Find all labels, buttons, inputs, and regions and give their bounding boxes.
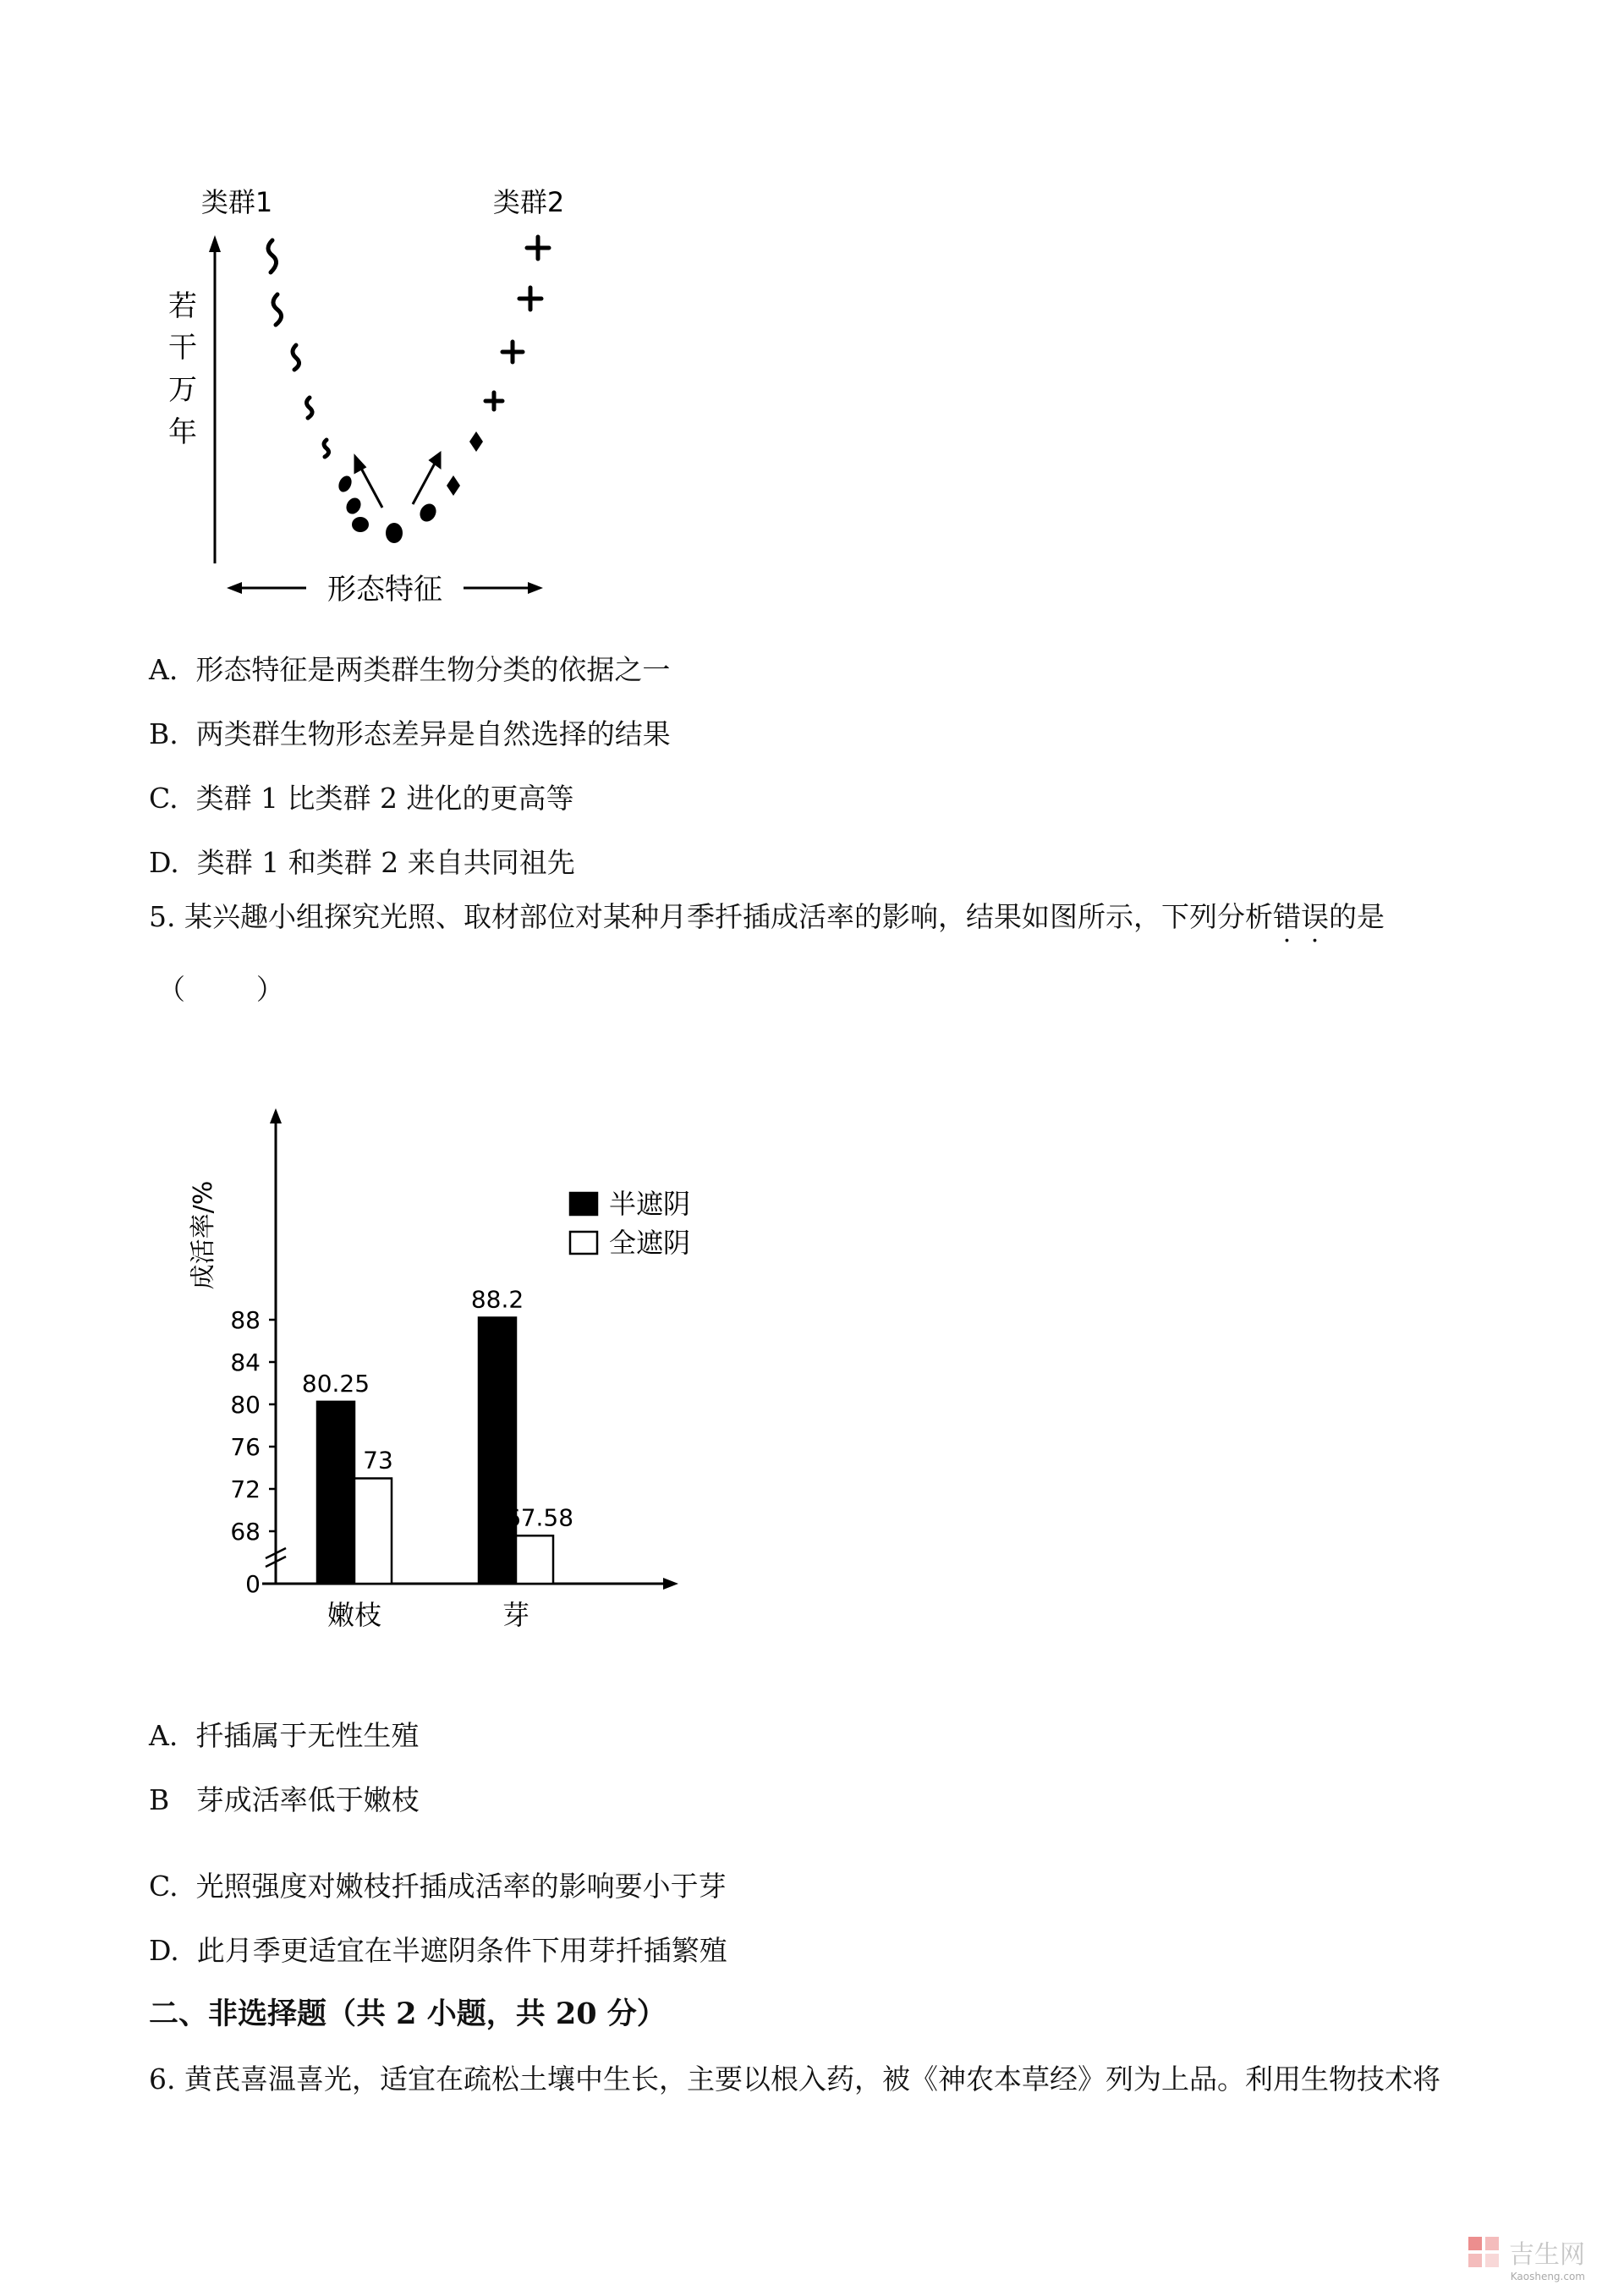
x-axis-label: 形态特征 — [327, 573, 442, 607]
option-letter: D. — [149, 1934, 179, 1967]
option-text: 光照强度对嫩枝扦插成活率的影响要小于芽 — [195, 1870, 727, 1903]
y-tick-label: 88 — [230, 1306, 261, 1334]
q4-option-b — [149, 716, 671, 753]
y-axis-char-3: 万 — [168, 373, 197, 407]
option-text: 两类群生物形态差异是自然选择的结果 — [195, 717, 671, 750]
category-label: 嫩枝 — [326, 1599, 382, 1631]
site-watermark — [1467, 2233, 1585, 2271]
group1-label: 类群1 — [200, 186, 273, 218]
option-letter: D. — [149, 846, 179, 879]
q5-stem-end: 的是 — [1328, 900, 1385, 933]
bar-value-label: 80.25 — [301, 1369, 370, 1398]
bar-half-shade-0 — [317, 1402, 354, 1584]
site-logo-icon — [1467, 2235, 1501, 2269]
bar-value-label: 88.2 — [470, 1285, 524, 1314]
y-tick-label: 0 — [245, 1570, 261, 1598]
bar-value-label: 73 — [363, 1446, 393, 1475]
option-text: 芽成活率低于嫩枝 — [195, 1783, 420, 1816]
evolution-diagram — [144, 169, 617, 609]
watermark-subtext: Kaosheng.com — [1510, 2271, 1585, 2282]
q5-option-d — [149, 1932, 727, 1969]
q6-stem: 6. 黄芪喜温喜光，适宜在疏松土壤中生长，主要以根入药，被《神农本草经》列为上品。利用生物技术将 — [149, 2063, 1440, 2096]
q4-option-d — [149, 844, 575, 882]
y-axis-arrowhead — [209, 235, 221, 252]
q5-stem-start: 5. 某兴趣小组探究光照、取材部位对某种月季扦插成活率的影响，结果如图所示，下列分析 — [149, 900, 1273, 933]
bar-half-shade-1 — [479, 1318, 516, 1585]
section-heading: 二、非选择题（共 2 小题，共 20 分） — [149, 1997, 667, 2031]
option-letter: A. — [149, 653, 178, 686]
legend-swatch — [570, 1193, 597, 1215]
y-axis-char-1: 若 — [168, 289, 197, 323]
bar-full-shade-1 — [516, 1535, 553, 1584]
option-text: 扦插属于无性生殖 — [195, 1719, 420, 1752]
y-axis-char-4: 年 — [168, 415, 197, 449]
option-text: 形态特征是两类群生物分类的依据之一 — [195, 653, 671, 686]
q4-option-c — [149, 780, 574, 817]
divergence-arrows — [355, 453, 440, 508]
option-letter: B — [149, 1783, 170, 1816]
bar-value-label: 67.58 — [505, 1503, 574, 1532]
y-tick-label: 72 — [230, 1475, 261, 1503]
y-axis-arrowhead — [270, 1108, 282, 1123]
option-text: 类群 1 和类群 2 来自共同祖先 — [196, 846, 575, 879]
survival-rate-bar-chart — [169, 1091, 710, 1641]
q5-option-a — [149, 1717, 419, 1755]
y-tick-label: 80 — [230, 1391, 261, 1419]
x-axis-arrowhead — [663, 1578, 678, 1590]
q4-option-a — [149, 651, 670, 689]
y-axis-label: 成活率/% — [189, 1180, 218, 1290]
q5-emphasis-1: 错 — [1272, 900, 1301, 933]
legend-label: 全遮阴 — [609, 1227, 691, 1259]
group2-label: 类群2 — [492, 186, 565, 218]
q5-option-c — [149, 1868, 727, 1905]
option-letter: C. — [149, 782, 178, 815]
option-text: 此月季更适宜在半遮阴条件下用芽扦插繁殖 — [196, 1934, 727, 1967]
option-letter: B. — [149, 717, 178, 750]
bar-full-shade-0 — [354, 1479, 392, 1585]
y-axis-char-2: 干 — [168, 331, 197, 365]
legend-label: 半遮阴 — [609, 1188, 691, 1220]
option-letter: C. — [149, 1870, 178, 1903]
y-tick-label: 76 — [230, 1433, 261, 1461]
category-label: 芽 — [502, 1599, 530, 1631]
q5-option-b — [149, 1782, 420, 1819]
legend-swatch — [570, 1232, 597, 1254]
answer-parentheses: （ ） — [157, 973, 284, 1006]
group1-squiggles — [268, 240, 329, 457]
option-text: 类群 1 比类群 2 进化的更高等 — [195, 782, 574, 815]
watermark-text: 吉生网 — [1509, 2240, 1585, 2270]
y-tick-label: 68 — [230, 1518, 261, 1546]
q5-stem — [149, 898, 1385, 936]
option-letter: A. — [149, 1719, 178, 1752]
y-tick-label: 84 — [230, 1348, 261, 1376]
group2-crosses — [486, 237, 549, 409]
q5-emphasis-2: 误 — [1300, 900, 1329, 933]
